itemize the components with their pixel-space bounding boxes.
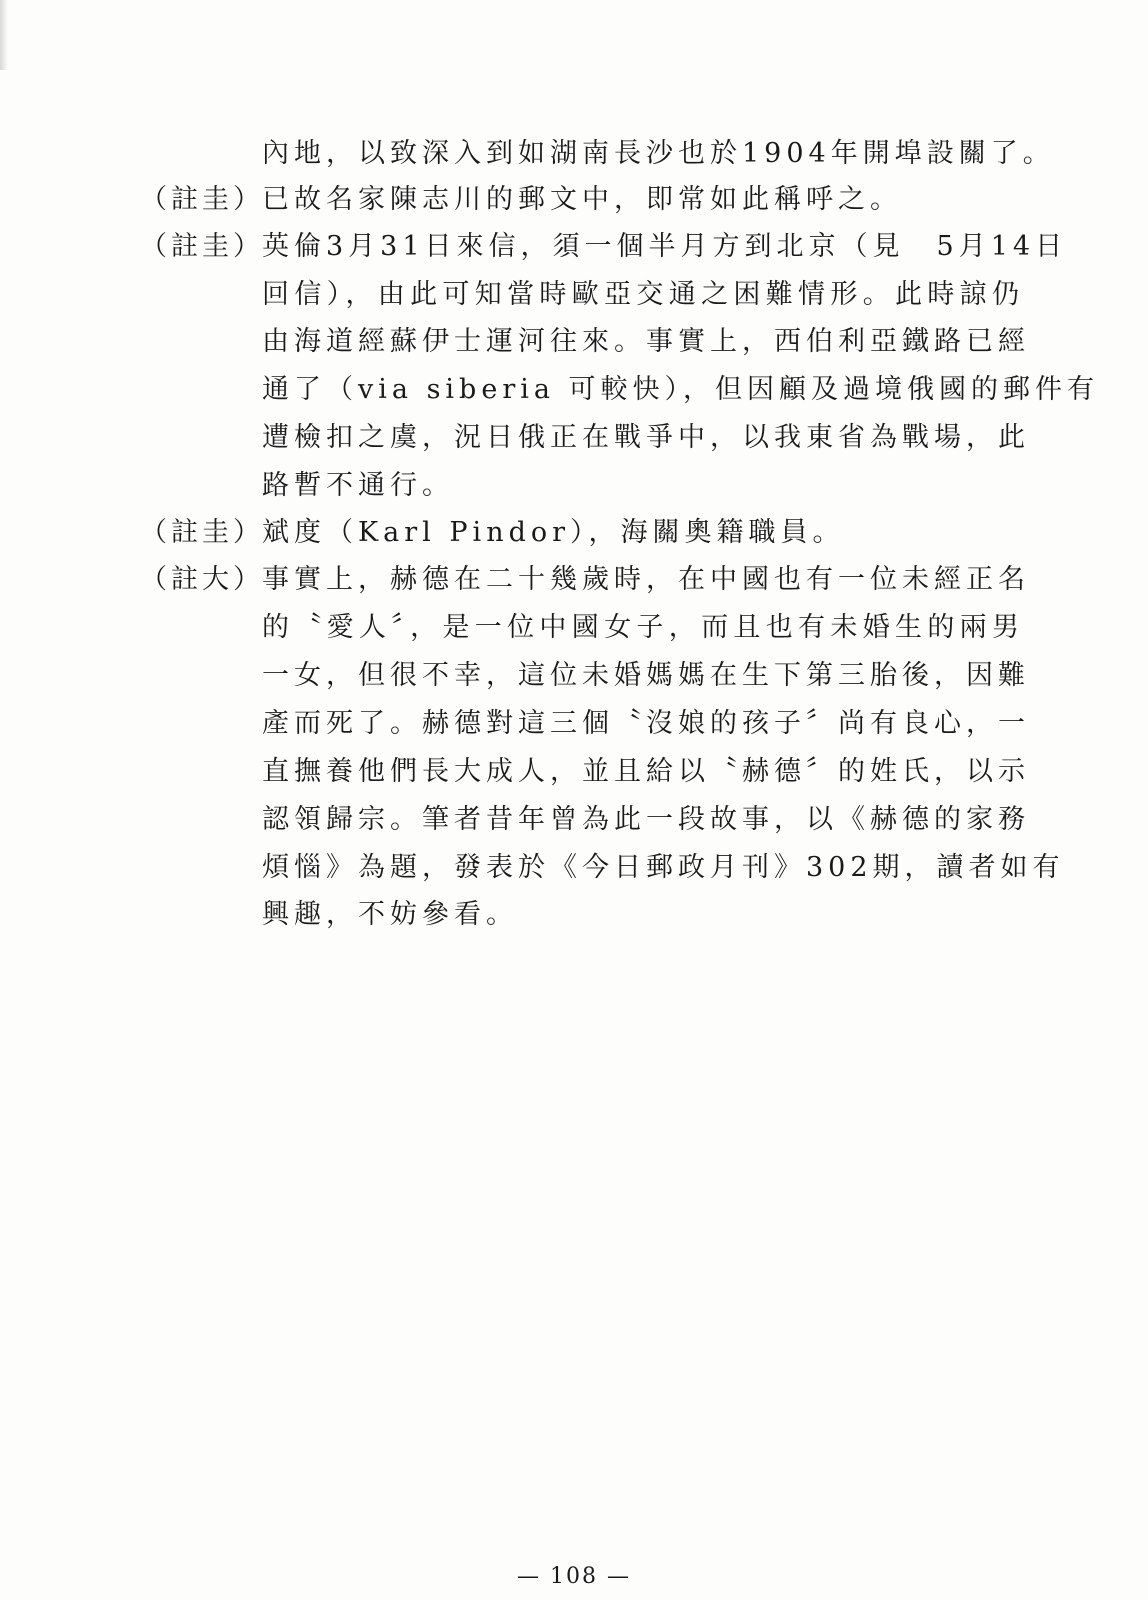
note-text: 斌度（Karl Pindor），海關奧籍職員。 — [262, 517, 845, 548]
body-line: 一女，但很不幸，這位未婚媽媽在生下第三胎後，因難 — [262, 660, 1030, 691]
body-line: 認領歸宗。筆者昔年曾為此一段故事，以《赫德的家務 — [262, 804, 1030, 835]
body-line: 興趣，不妨參看。 — [262, 899, 518, 930]
body-line: 遭檢扣之虞，況日俄正在戰爭中，以我東省為戰場，此 — [262, 422, 1030, 453]
body-line: 產而死了。赫德對這三個〝沒娘的孩子〞尚有良心，一 — [262, 708, 1030, 739]
body-line: 內地，以致深入到如湖南長沙也於1904年開埠設關了。 — [262, 138, 1055, 169]
note-label: （註圭） — [140, 184, 264, 215]
note-label: （註大） — [140, 564, 264, 595]
note-text: 已故名家陳志川的郵文中，即常如此稱呼之。 — [262, 184, 902, 215]
body-line: 煩惱》為題，發表於《今日郵政月刊》302期，讀者如有 — [262, 852, 1065, 883]
body-line: 路暫不通行。 — [262, 470, 454, 501]
note-text: 事實上，赫德在二十幾歲時，在中國也有一位未經正名 — [262, 564, 1030, 595]
note-label: （註圭） — [140, 231, 264, 262]
body-line: 由海道經蘇伊士運河往來。事實上，西伯利亞鐵路已經 — [262, 326, 1030, 357]
note-label: （註圭） — [140, 517, 264, 548]
body-line: 回信），由此可知當時歐亞交通之困難情形。此時諒仍 — [262, 279, 1024, 310]
page-number: — 108 — — [517, 1564, 631, 1589]
body-line: 通了（via siberia 可較快），但因顧及過境俄國的郵件有 — [262, 374, 1100, 405]
scan-edge-shadow — [0, 0, 8, 70]
body-line: 的〝愛人〞，是一位中國女子，而且也有未婚生的兩男 — [262, 612, 1024, 643]
body-line: 直撫養他們長大成人，並且給以〝赫德〞的姓氏，以示 — [262, 756, 1030, 787]
note-text: 英倫3月31日來信，須一個半月方到北京（見 5月14日 — [262, 231, 1068, 262]
